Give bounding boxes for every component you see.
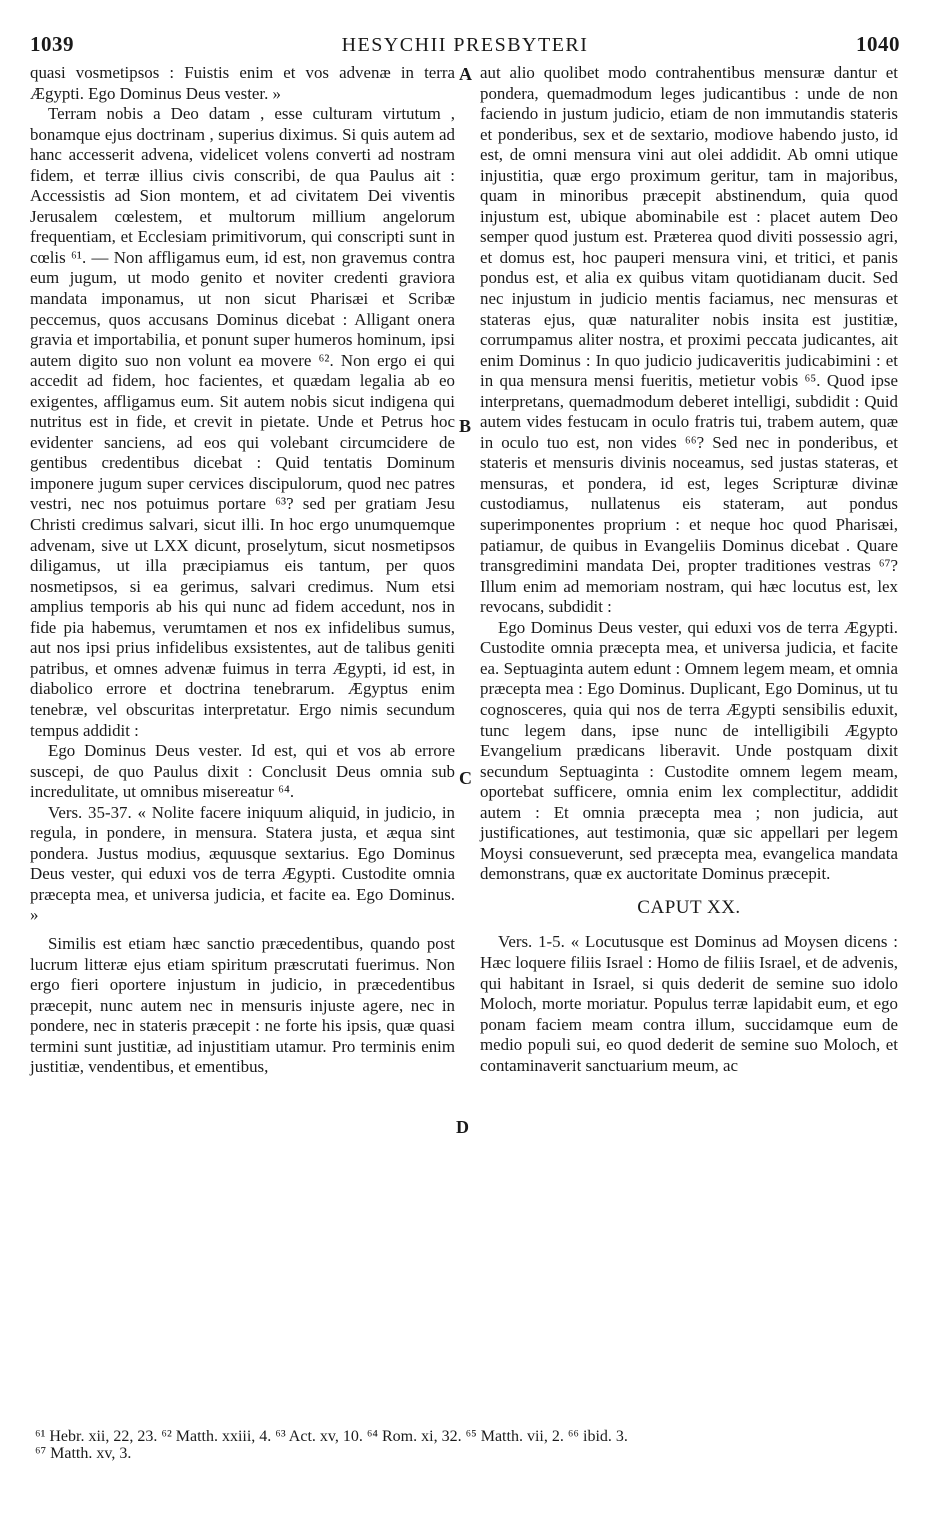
right-paragraph-2: Ego Dominus Deus vester, qui eduxi vos de terra Ægypti. Custodite omnia præcepta mea, et universa judicia, et facite ea. Septuaginta autem edunt : Omnem legem meam, et omnia præcepta mea : Ego Dominus. Duplicant, Ego Dominus, ut tu cognosceres, quia qui nos de terra Ægypti sensibilis eduxit, tunc legem dans, ipse nunc de intelligibili Ægypto Evangelium prædicans liberavit. Unde postquam dixit secundum Septuaginta : Custodite omnem legem meam, oportebat sufficere, omnia enim lex complectitur, addidit autem : Et omnia præcepta mea ; non judicia, aut justificationes, aut testimonia, quæ sic appellari per legem Moysi consueverunt, sed præcepta mea, evangelica mandata demonstrans, quæ ex auctoritate Dominus præcepit. (480, 617, 898, 884)
footnote-line-1: ⁶¹ Hebr. xii, 22, 23. ⁶² Matth. xxiii, 4. ⁶³ Act. xv, 10. ⁶⁴ Rom. xi, 32. ⁶⁵ Matth. vii, 2. ⁶⁶ ibid. 3. (35, 1428, 628, 1445)
page-number-right: 1040 (856, 32, 900, 56)
column-marker-b: B (459, 416, 472, 436)
left-paragraph-3: Ego Dominus Deus vester. Id est, qui et vos ab errore suscepi, de quo Paulus dixit : Conclusit Deus omnia sub incredulitate, ut omnibus misereatur ⁶⁴. (30, 741, 455, 802)
left-paragraph-1: quasi vosmetipsos : Fuistis enim et vos advenæ in terra Ægypti. Ego Dominus Deus vester. » (30, 63, 455, 103)
footnotes (35, 1428, 905, 1462)
left-paragraph-5: Similis est etiam hæc sanctio præcedentibus, quando post lucrum litteræ ejus etiam spiritum præscrutati fuerimus. Non ergo fieri oportere injustum in judicio, in præcedentibus præcepit, nunc autem nec in mensuris injuste agere, nec in pondere, nec in stateris præcepit : ne forte his ipsis, quæ quasi termini sunt justitiæ, ad injustitiam utamur. Pro terminis enim justitiæ, vendentibus, et ementibus, (30, 933, 455, 1077)
column-marker-c: C (459, 768, 472, 788)
column-marker-d: D (456, 1117, 469, 1137)
right-paragraph-3: Vers. 1-5. « Locutusque est Dominus ad Moysen dicens : Hæc loquere filiis Israel : Homo de filiis Israel, et de advenis, qui habitant in Israel, si quis dederit de semine suo idolo Moloch, morte moriatur. Populus terræ lapidabit eum, et ego ponam faciem meam contra illum, succidamque eum de medio populi sui, eo quod dederit de semine suo Moloch, et contaminaverit sanctuarium meum, ac (480, 932, 898, 1075)
column-marker-a: A (459, 64, 472, 84)
left-paragraph-2: Terram nobis a Deo datam , esse culturam virtutum , bonamque ejus doctrinam , superius diximus. Si quis autem ad hanc accesserit advena, videlicet volens converti ad nostram fidem, et terræ illius civis conscribi, de qua Paulus ait : Accessistis ad Sion montem, et ad civitatem Dei viventis Jerusalem cœlestem, et multorum millium angelorum frequentiam, et Ecclesiam primitivorum, qui conscripti sunt in cœlis ⁶¹. — Non affligamus eum, id est, non gravemus contra eum jugum, ut modo genito et noviter credenti graviora mandata imponamus, ut non sicut Pharisæi et Scribæ peccemus, quos accusans Dominus dicebat : Alligant onera gravia et importabilia, et ponunt super humeros hominum, ipsi autem digito suo non volunt ea movere ⁶². Non ergo ei qui accedit ad fidem, hoc facientes, et quædam legalia ab eo exigentes, affligamus eum. Sit autem nobis sicut indigena qui nutritus est in fide, et crevit in pietate. Unde et Petrus hoc evidenter sanciens, ad eos qui volebant circumcidere de gentibus credentibus dicebat : Quid tentatis Dominum imponere jugum super cervices discipulorum, quod nec patres vestri, nec nos potuimus portare ⁶³? sed per gratiam Jesu Christi credimus salvari, sicut illi. In hoc ergo unumquemque advenam, sive ut LXX dicunt, proselytum, sicut nosmetipsos diligamus, ut illa præcipiamus eis tantum, per quos nosmetipsos, si ea gerimus, salvari credimus. Num etsi amplius temporis ab his qui nunc ad fidem accedunt, nos in fide pia habemus, verumtamen et nos ex infidelibus sumus, aut nos ipsi prius infidelibus exsistentes, aut de talibus geniti patribus, et omnes advenæ fuimus in terra Ægypti, id est, in diabolico errore et doctrina tenebrarum. Ægyptus enim tenebræ, vel obscuritas interpretatur. Ergo nimis secundum tempus addidit : (30, 104, 455, 740)
running-title: HESYCHII PRESBYTERI (341, 34, 589, 56)
chapter-heading: CAPUT XX. (637, 896, 741, 918)
right-paragraph-1: aut alio quolibet modo contrahentibus mensuræ dantur et pondera, quemadmodum leges judicantibus : unde de non faciendo in justum judicio, etiam de non immutandis stateris et ponderibus, sex et de sextario, modiove habendo justo, id est, de omni mensura vini aut olei addidit. Ab omni utique injustitia, quæ ergo proximum geritur, tam in majoribus, quam in minoribus præcepit abstinendum, quia quod injustum est, ubique abominabile est : placet autem Deo semper quod justum est. Præterea quod diviti possessio agri, et domus est, hoc pauperi mensura vini, et tritici, et panis pondus est, et alia ex quibus vitam quotidianam ducit. Sed nec injustum in judicio mentis faciamus, nec mensuras et stateras ejus, quæ naturaliter nobis insita est justitiæ, corrumpamus aliter nostra, et proximi peccata judicantes, ait enim Dominus : In quo judicio judicaveritis judicabimini : et in qua mensura mensi fueritis, metietur vobis ⁶⁵. Quod ipse interpretans, quemadmodum deberet intelligi, subdidit : Quid autem vides festucam in oculo fratris tui, trabem autem, quæ in oculo tuo est, non vides ⁶⁶? Sed nec in ponderibus, et stateris et mensuris divinis noceamus, sed justas stateras, et mensuras, et pondera, id est, leges Scripturæ divinæ custodiamus, nullatenus eis stateram, aut pondus superimponentes proprium : et neque hoc quod Pharisæi, patiamur, de quibus in Evangeliis Dominus dicebat . Quare transgredimini mandata Dei, propter traditiones vestras ⁶⁷? Illum enim ad memoriam nostram, qui hæc locutus est, lex revocans, subdidit : (480, 63, 898, 617)
left-column (30, 63, 455, 1078)
page-number-left: 1039 (30, 32, 74, 56)
left-paragraph-4: Vers. 35-37. « Nolite facere iniquum aliquid, in judicio, in regula, in pondere, in mensura. Statera justa, et æqua sint pondera. Justus modius, æquusque sextarius. Ego Dominus Deus vester, qui eduxi vos de terra Ægypti. Custodite omnia præcepta mea, et universa judicia, et facite ea. Ego Dominus. » (30, 802, 455, 925)
footnote-line-2: ⁶⁷ Matth. xv, 3. (35, 1445, 132, 1462)
right-column (480, 63, 898, 1076)
page-header (30, 32, 900, 62)
